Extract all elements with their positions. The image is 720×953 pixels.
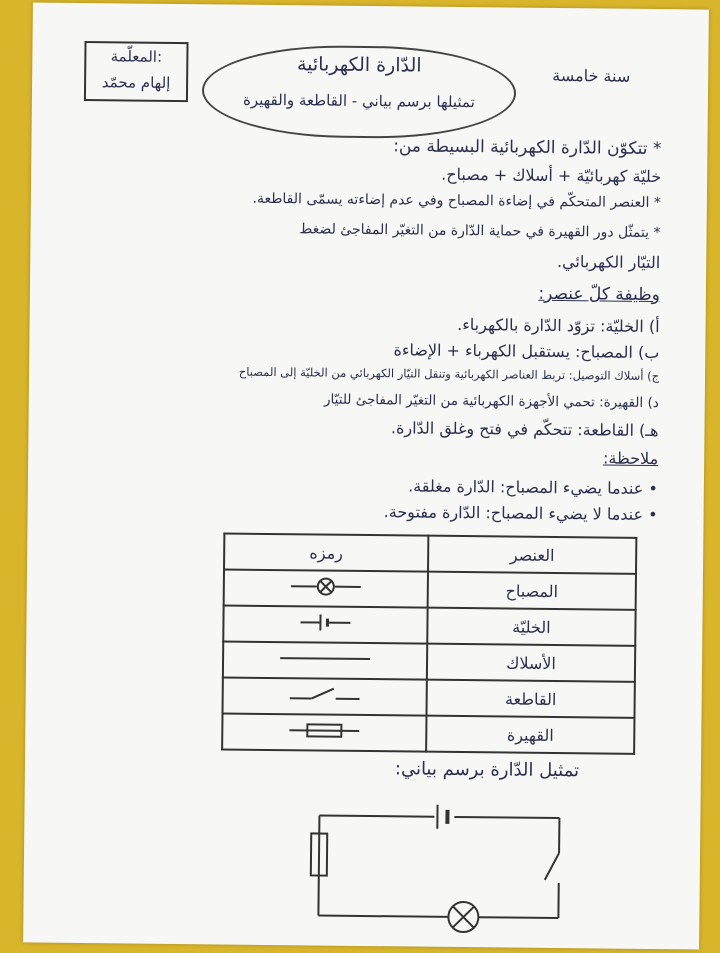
title-cloud (202, 44, 517, 139)
switch-icon (223, 678, 427, 716)
text-line: ملاحظة: (602, 448, 659, 469)
text-line: خليّة كهربائيّة + أسلاك + مصباح. (441, 164, 662, 187)
teacher-box (84, 41, 189, 102)
text-line: * تتكوّن الدّارة الكهربائية البسيطة من: (393, 136, 662, 160)
fuse-icon (311, 833, 327, 875)
table-cell-element: الخليّة (427, 608, 635, 646)
table-cell-element: الأسلاك (427, 644, 635, 682)
table-header-element: العنصر (428, 536, 636, 574)
text-line: • عندما لا يضيء المصباح: الدّارة مفتوحة. (383, 502, 658, 525)
table-row (223, 606, 635, 646)
text-line: ب) المصباح: يستقبل الكهرباء + الإضاءة (393, 340, 660, 363)
circuit-diagram (308, 785, 570, 938)
table-header-symbol: رمزه (224, 534, 428, 572)
circuit-wire (318, 816, 559, 919)
text-line: * يتمثّل دور القهيرة في حماية الدّارة من التغيّر المفاجئ لضغط (299, 221, 661, 242)
wire-icon (223, 642, 427, 680)
worksheet-paper (23, 2, 709, 949)
table-row (223, 678, 635, 718)
text-line: هـ) القاطعة: تتحكّم في فتح وغلق الدّارة. (390, 418, 659, 441)
page-subtitle: تمثيلها برسم بياني - القاطعة والقهيرة (242, 90, 475, 112)
fuse-icon (222, 714, 426, 752)
switch-icon (545, 853, 559, 880)
table-row (222, 714, 634, 754)
grade-label: سنة خامسة (552, 65, 631, 86)
table-cell-element: القهيرة (426, 716, 634, 754)
cell-icon (223, 606, 427, 644)
table-header-row (224, 534, 636, 574)
table-row (223, 642, 635, 682)
table-cell-element: القاطعة (426, 680, 634, 718)
text-line: • عندما يضيء المصباح: الدّارة مغلقة. (408, 476, 658, 499)
diagram-title: تمثيل الدّارة برسم بياني: (394, 758, 580, 782)
page-title: الدّارة الكهربائية (296, 53, 422, 77)
text-line: أ) الخليّة: تزوّد الدّارة بالكهرباء. (457, 314, 660, 337)
symbols-table (221, 533, 637, 755)
cell-icon (437, 805, 447, 829)
table-row (224, 570, 636, 610)
text-line: وظيفة كلّ عنصر: (538, 283, 661, 306)
lamp-icon (224, 570, 428, 608)
teacher-name: إلهام محمّد (101, 73, 171, 92)
teacher-label: المعلّمة: (110, 47, 163, 66)
text-line: التيّار الكهربائي. (556, 251, 661, 273)
text-line: ج) أسلاك التوصيل: تربط العناصر الكهربائية وتنقل التيّار الكهربائي من الخليّة إلى المصباح (238, 364, 660, 384)
text-line: د) القهيرة: تحمي الأجهزة الكهربائية من التغيّر المفاجئ للتيّار (323, 391, 659, 412)
text-line: * العنصر المتحكّم في إضاءة المصباح وفي عدم إضاءته يسمّى القاطعة. (252, 190, 661, 212)
lamp-icon (448, 902, 478, 932)
table-cell-element: المصباح (428, 572, 636, 610)
